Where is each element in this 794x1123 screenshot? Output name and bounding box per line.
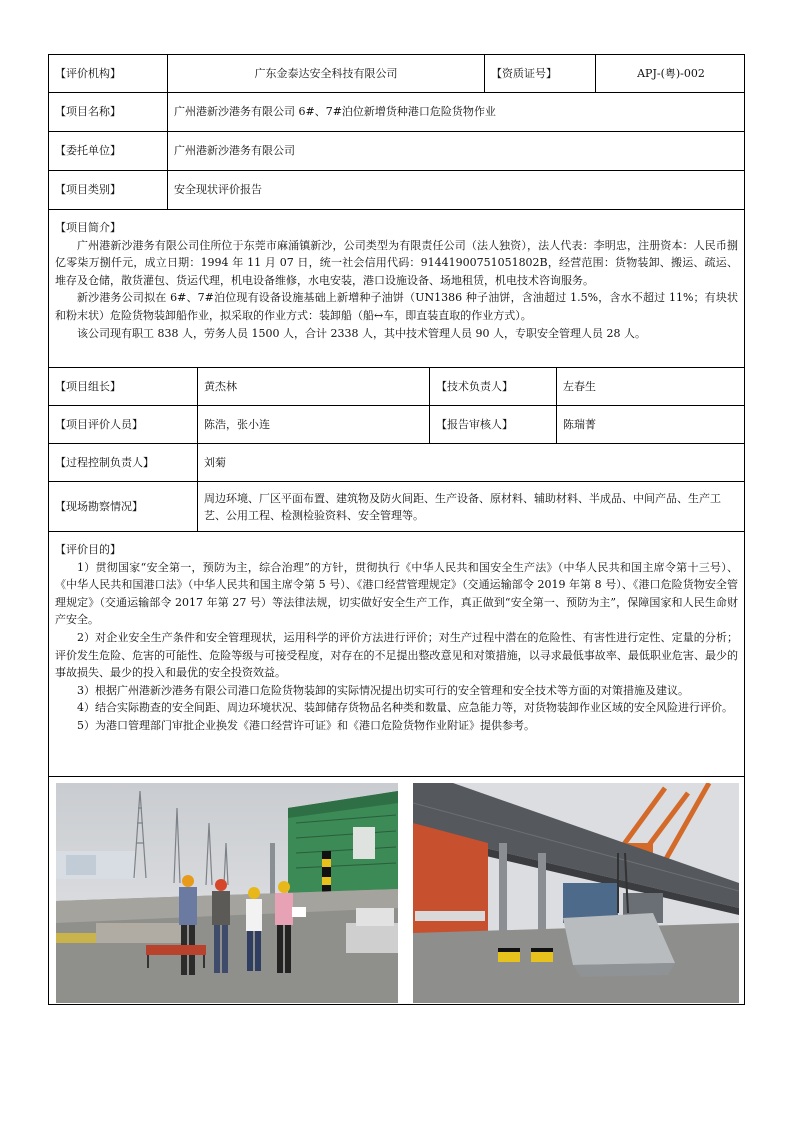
process-label: 【过程控制负责人】 bbox=[49, 444, 198, 481]
site-photos bbox=[49, 777, 744, 1004]
reviewer-label: 【报告审核人】 bbox=[430, 406, 557, 443]
tech-label: 【技术负责人】 bbox=[430, 368, 557, 405]
purpose-paragraph: 3）根据广州港新沙港务有限公司港口危险货物装卸的实际情况提出切实可行的安全管理和安全技术等方面的对策措施及建议。 bbox=[77, 683, 689, 697]
project-name-label: 【项目名称】 bbox=[49, 93, 168, 131]
leader-row bbox=[49, 368, 744, 406]
survey-value: 周边环境、厂区平面布置、建筑物及防火间距、生产设备、原材料、辅助材料、半成品、中间产品、生产工艺、公用工程、检测检验资料、安全管理等。 bbox=[204, 491, 721, 522]
org-row bbox=[49, 55, 744, 93]
purpose-paragraph: 2）对企业安全生产条件和安全管理现状，运用科学的评价方法进行评价；对生产过程中潜在的危险性、有害性进行定性、定量的分析；评价发生危险、危害的可能性、危险等级与可接受程度，对存在的不足提出整改意见和对策措施，以寻求最低事故率、最低职业危害、最少的事故损失、最少的投入和最优的安全投资效益。 bbox=[55, 630, 738, 680]
report-sheet bbox=[48, 54, 745, 1005]
org-value: 广东金泰达安全科技有限公司 bbox=[168, 55, 485, 92]
project-name-row bbox=[49, 93, 744, 132]
org-label: 【评价机构】 bbox=[49, 55, 168, 92]
cert-label: 【资质证号】 bbox=[485, 55, 596, 92]
category-label: 【项目类别】 bbox=[49, 171, 168, 209]
intro-paragraph: 该公司现有职工 838 人，劳务人员 1500 人，合计 2338 人，其中技术管理人员 90 人，专职安全管理人员 28 人。 bbox=[77, 326, 646, 340]
intro-paragraph: 新沙港务公司拟在 6#、7#泊位现有设备设施基础上新增种子油饼（UN1386 种子油饼，含油超过 1.5%，含水不超过 11%；有块状和粉末状）危险货物装卸船作业，拟采取的作业方式：装卸船（船↔车，即直装直取的作业方式）。 bbox=[55, 291, 738, 322]
purpose-paragraph: 5）为港口管理部门审批企业换发《港口经营许可证》和《港口危险货物作业附证》提供参考。 bbox=[77, 718, 535, 732]
purpose-paragraph: 1）贯彻国家“安全第一，预防为主，综合治理”的方针，贯彻执行《中华人民共和国安全生产法》（中华人民共和国主席令第十三号）、《中华人民共和国港口法》（中华人民共和国主席令第 5 号）、《港口经营管理规定》（交通运输部令 2019 年第 8 号）、《港口危险货物安全管理规定》（交通运输部令 2017 年第 27 号）等法律法规，切实做好安全生产工作，真正做到“安全第一、预防为主”，保障国家和人民生命财产安全。 bbox=[55, 560, 738, 627]
evaluators-value: 陈浩，张小连 bbox=[198, 406, 430, 443]
site-photo-berth bbox=[413, 783, 739, 1003]
purpose-paragraph: 4）结合实际勘查的安全间距、周边环境状况、装卸储存货物品名种类和数量、应急能力等，对货物装卸作业区域的安全风险进行评价。 bbox=[77, 701, 733, 715]
process-value: 刘菊 bbox=[204, 455, 226, 469]
intro-paragraph: 广州港新沙港务有限公司住所位于东莞市麻涌镇新沙，公司类型为有限责任公司（法人独资），法人代表：李明忠，注册资本：人民币捌亿零柒万捌仟元，成立日期：1994 年 11 月 07 日，统一社会信用代码：91441900751051802B，经营范围：货物装卸、搬运、疏运、堆存及仓储，散货灌包、货运代理，机电设备维修，水电安装，港口设施设备、场地租赁，机电技术咨询服务。 bbox=[55, 238, 738, 287]
site-photo-team bbox=[56, 783, 398, 1003]
evaluators-label: 【项目评价人员】 bbox=[49, 406, 198, 443]
survey-row bbox=[49, 482, 744, 532]
evaluators-row bbox=[49, 406, 744, 444]
process-row bbox=[49, 444, 744, 482]
intro-heading: 【项目简介】 bbox=[55, 221, 121, 234]
leader-value: 黄杰林 bbox=[198, 368, 430, 405]
client-row bbox=[49, 132, 744, 171]
client-value: 广州港新沙港务有限公司 bbox=[174, 144, 295, 157]
purpose-heading: 【评价目的】 bbox=[55, 543, 121, 556]
category-value: 安全现状评价报告 bbox=[174, 183, 262, 196]
client-label: 【委托单位】 bbox=[49, 132, 168, 170]
cert-value: APJ-(粤)-002 bbox=[637, 66, 705, 80]
leader-label: 【项目组长】 bbox=[49, 368, 198, 405]
reviewer-value: 陈瑞菁 bbox=[563, 417, 596, 431]
survey-label: 【现场勘察情况】 bbox=[49, 482, 198, 531]
tech-value: 左春生 bbox=[563, 379, 596, 393]
project-intro bbox=[49, 210, 744, 368]
evaluation-purpose bbox=[49, 532, 744, 777]
category-row bbox=[49, 171, 744, 210]
project-name-value: 广州港新沙港务有限公司 6#、7#泊位新增货种港口危险货物作业 bbox=[174, 105, 496, 118]
